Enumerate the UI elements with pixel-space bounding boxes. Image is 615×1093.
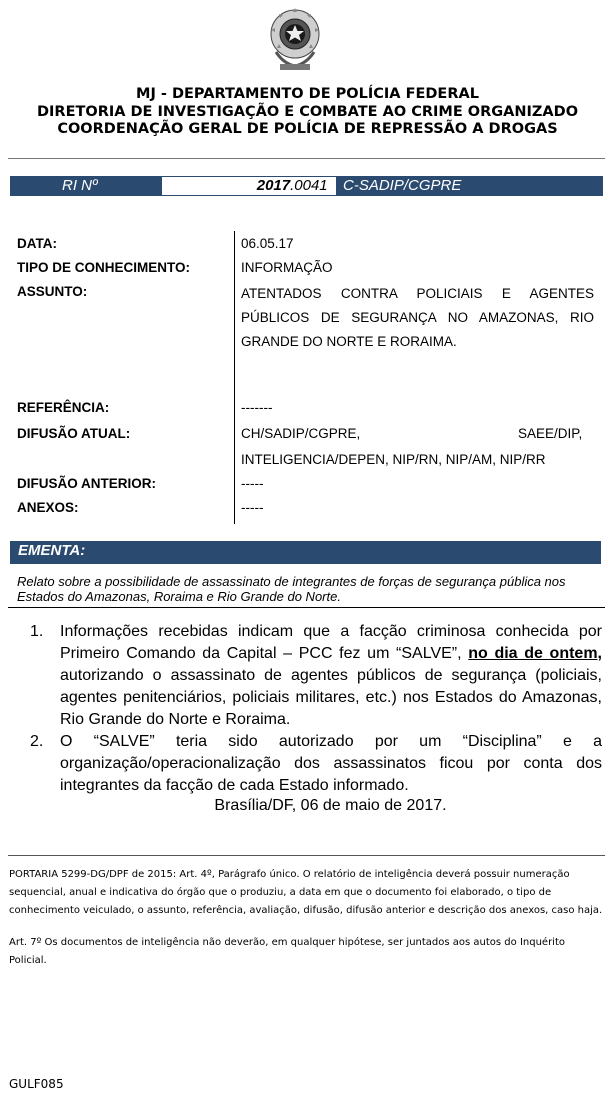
header-coordination: COORDENAÇÃO GERAL DE POLÍCIA DE REPRESSÃO A DROGAS	[57, 121, 558, 137]
art7-note: Art. 7º Os documentos de inteligência não deverão, em qualquer hipótese, ser juntados aos autos do Inquérito Policial.	[9, 937, 566, 966]
tipo-value: INFORMAÇÃO	[241, 260, 333, 275]
list-item	[30, 731, 602, 797]
coat-of-arms-icon	[266, 4, 324, 74]
difusao-atual-value-2: INTELIGENCIA/DEPEN, NIP/RN, NIP/AM, NIP/RR	[241, 452, 546, 467]
header-divider	[8, 158, 605, 159]
field-divider	[234, 231, 235, 524]
ri-label: RI Nº	[62, 177, 98, 194]
item1-emphasis: no dia de ontem,	[468, 645, 602, 662]
item1-text-a: Informações recebidas indicam que a facção criminosa conhecida por Primeiro Comando da Capital – PCC fez um “SALVE”,	[60, 623, 602, 662]
difusao-atual-label: DIFUSÃO ATUAL:	[17, 426, 131, 441]
data-value: 06.05.17	[241, 236, 294, 251]
document-code: GULF085	[9, 1077, 64, 1091]
footer-divider	[8, 855, 605, 856]
item-number: 1.	[30, 623, 44, 640]
item-number: 2.	[30, 733, 44, 750]
referencia-value: -------	[241, 400, 273, 415]
list-item	[30, 621, 602, 731]
anexos-value: -----	[241, 500, 264, 515]
ementa-divider	[8, 607, 605, 608]
header-directorate: DIRETORIA DE INVESTIGAÇÃO E COMBATE AO CRIME ORGANIZADO	[36, 104, 579, 120]
body-list	[30, 621, 602, 797]
difusao-anterior-label: DIFUSÃO ANTERIOR:	[17, 476, 156, 491]
ri-number-seq: .0041	[290, 177, 328, 194]
ri-number	[162, 177, 336, 195]
ementa-bar	[10, 541, 601, 564]
difusao-atual-value-1b: SAEE/DIP,	[518, 426, 583, 441]
data-label: DATA:	[17, 236, 57, 251]
header-agency: MJ - DEPARTAMENTO DE POLÍCIA FEDERAL	[136, 86, 479, 102]
assunto-label: ASSUNTO:	[17, 284, 88, 299]
ementa-text: Relato sobre a possibilidade de assassinato de integrantes de forças de segurança pública nos Estados do Amazonas, Roraima e Rio Grande do Norte.	[17, 574, 566, 604]
portaria-note: PORTARIA 5299-DG/DPF de 2015: Art. 4º, Parágrafo único. O relatório de inteligência deverá possuir numeração sequencial, anual e indicativa do órgão que o produziu, a data em que o documento foi elaborado, o tipo de conhecimento veiculado, o assunto, referência, avaliação, difusão, difusão anterior e descrição dos anexos, caso haja.	[9, 869, 603, 916]
item2-text: O “SALVE” teria sido autorizado por um “Disciplina” e a organização/operacionalização dos assassinatos ficou por conta dos integrantes da facção de cada Estado informado.	[60, 733, 602, 794]
difusao-anterior-value: -----	[241, 476, 264, 491]
referencia-label: REFERÊNCIA:	[17, 400, 110, 415]
assunto-value: ATENTADOS CONTRA POLICIAIS E AGENTES PÚBLICOS DE SEGURANÇA NO AMAZONAS, RIO GRANDE DO NORTE E RORAIMA.	[241, 286, 594, 349]
difusao-atual-value-1a: CH/SADIP/CGPRE,	[241, 426, 361, 441]
ementa-label: EMENTA:	[18, 542, 86, 559]
anexos-label: ANEXOS:	[17, 500, 79, 515]
ri-number-year: 2017	[256, 177, 291, 194]
tipo-label: TIPO DE CONHECIMENTO:	[17, 260, 191, 275]
ri-code: C-SADIP/CGPRE	[343, 177, 462, 194]
item-text	[60, 621, 602, 731]
place-date: Brasília/DF, 06 de maio de 2017.	[214, 797, 447, 814]
item1-text-b: autorizando o assassinato de agentes públicos de segurança (policiais, agentes penitenciários, policiais militares, etc.) nos Estados do Amazonas, Rio Grande do Norte e Roraima.	[60, 667, 602, 728]
